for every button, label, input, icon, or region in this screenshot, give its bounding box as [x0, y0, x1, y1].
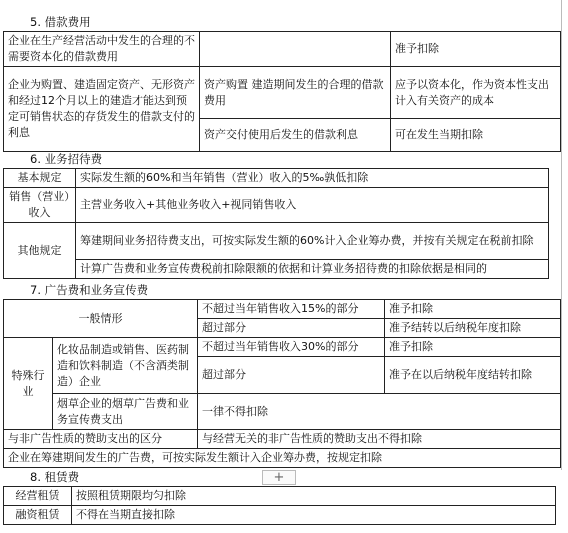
cell-after-delivery: 资产交付使用后发生的借款利息	[200, 119, 391, 152]
cell-operating-lease: 经营租赁	[4, 487, 72, 506]
cell-operating-lease-text: 按照租赁期限均匀扣除	[72, 487, 556, 506]
cell-cosmetics-pharma: 化妆品制造或销售、医药制造和饮料制造（不含酒类制造）企业	[53, 338, 198, 394]
cell-preparation-period: 筹建期间业务招待费支出，可按实际发生额的60%计入企业筹办费，并按有关规定在税前扣除	[76, 223, 549, 260]
cell-empty	[200, 32, 391, 67]
cell-current-period: 可在发生当期扣除	[391, 119, 561, 152]
cell-special-excess-result: 准予在以后纳税年度结转扣除	[385, 357, 561, 394]
cell-tobacco-result: 一律不得扣除	[198, 394, 561, 430]
cell-general-excess: 超过部分	[198, 319, 385, 338]
cell-construction-period: 资产购置 建造期间发生的合理的借款费用	[200, 67, 391, 119]
scroll-edge-line	[561, 0, 562, 470]
add-row-button[interactable]: +	[262, 470, 296, 485]
cell-deductible: 准予扣除	[391, 32, 561, 67]
borrowing-costs-table	[3, 31, 561, 152]
cell-interest-for-assets: 企业为购置、建造固定资产、无形资产和经过12个月以上的建造才能达到预定可销售状态的存货发生的借款支付的利息	[4, 67, 200, 152]
cell-general-15pct-result: 准予扣除	[385, 300, 561, 319]
cell-general-15pct: 不超过当年销售收入15%的部分	[198, 300, 385, 319]
cell-sponsorship-result: 与经营无关的非广告性质的赞助支出不得扣除	[198, 430, 561, 449]
section-title-borrowing-costs: 5. 借款费用	[30, 15, 91, 29]
cell-special-30pct: 不超过当年销售收入30%的部分	[198, 338, 385, 357]
cell-general-excess-result: 准予结转以后纳税年度扣除	[385, 319, 561, 338]
cell-special-industry: 特殊行业	[4, 338, 53, 430]
cell-basic-rule-text: 实际发生额的60%和当年销售（营业）收入的5‰孰低扣除	[76, 169, 549, 188]
cell-same-basis: 计算广告费和业务宣传费税前扣除限额的依据和计算业务招待费的扣除依据是相同的	[76, 260, 549, 279]
cell-preparation-advertising: 企业在筹建期间发生的广告费，可按实际发生额计入企业筹办费，按规定扣除	[4, 449, 561, 468]
cell-finance-lease: 融资租赁	[4, 506, 72, 525]
cell-sales-revenue: 销售（营业）收入	[4, 188, 76, 223]
advertising-table	[3, 299, 561, 468]
cell-tobacco: 烟草企业的烟草广告费和业务宣传费支出	[53, 394, 198, 430]
cell-capitalize: 应予以资本化，作为资本性支出计入有关资产的成本	[391, 67, 561, 119]
section-title-entertainment: 6. 业务招待费	[30, 152, 103, 166]
cell-basic-rule: 基本规定	[4, 169, 76, 188]
cell-sales-revenue-text: 主营业务收入+其他业务收入+视同销售收入	[76, 188, 549, 223]
cell-finance-lease-text: 不得在当期直接扣除	[72, 506, 556, 525]
entertainment-table	[3, 168, 549, 279]
cell-general-case: 一般情形	[4, 300, 198, 338]
cell-sponsorship-distinction: 与非广告性质的赞助支出的区分	[4, 430, 198, 449]
cell-special-30pct-result: 准予扣除	[385, 338, 561, 357]
cell-special-excess: 超过部分	[198, 357, 385, 394]
section-title-advertising: 7. 广告费和业务宣传费	[30, 283, 149, 297]
lease-table	[3, 486, 556, 525]
section-title-lease: 8. 租赁费	[30, 470, 80, 484]
cell-other-rules: 其他规定	[4, 223, 76, 279]
cell-reasonable-costs: 企业在生产经营活动中发生的合理的不需要资本化的借款费用	[4, 32, 200, 67]
